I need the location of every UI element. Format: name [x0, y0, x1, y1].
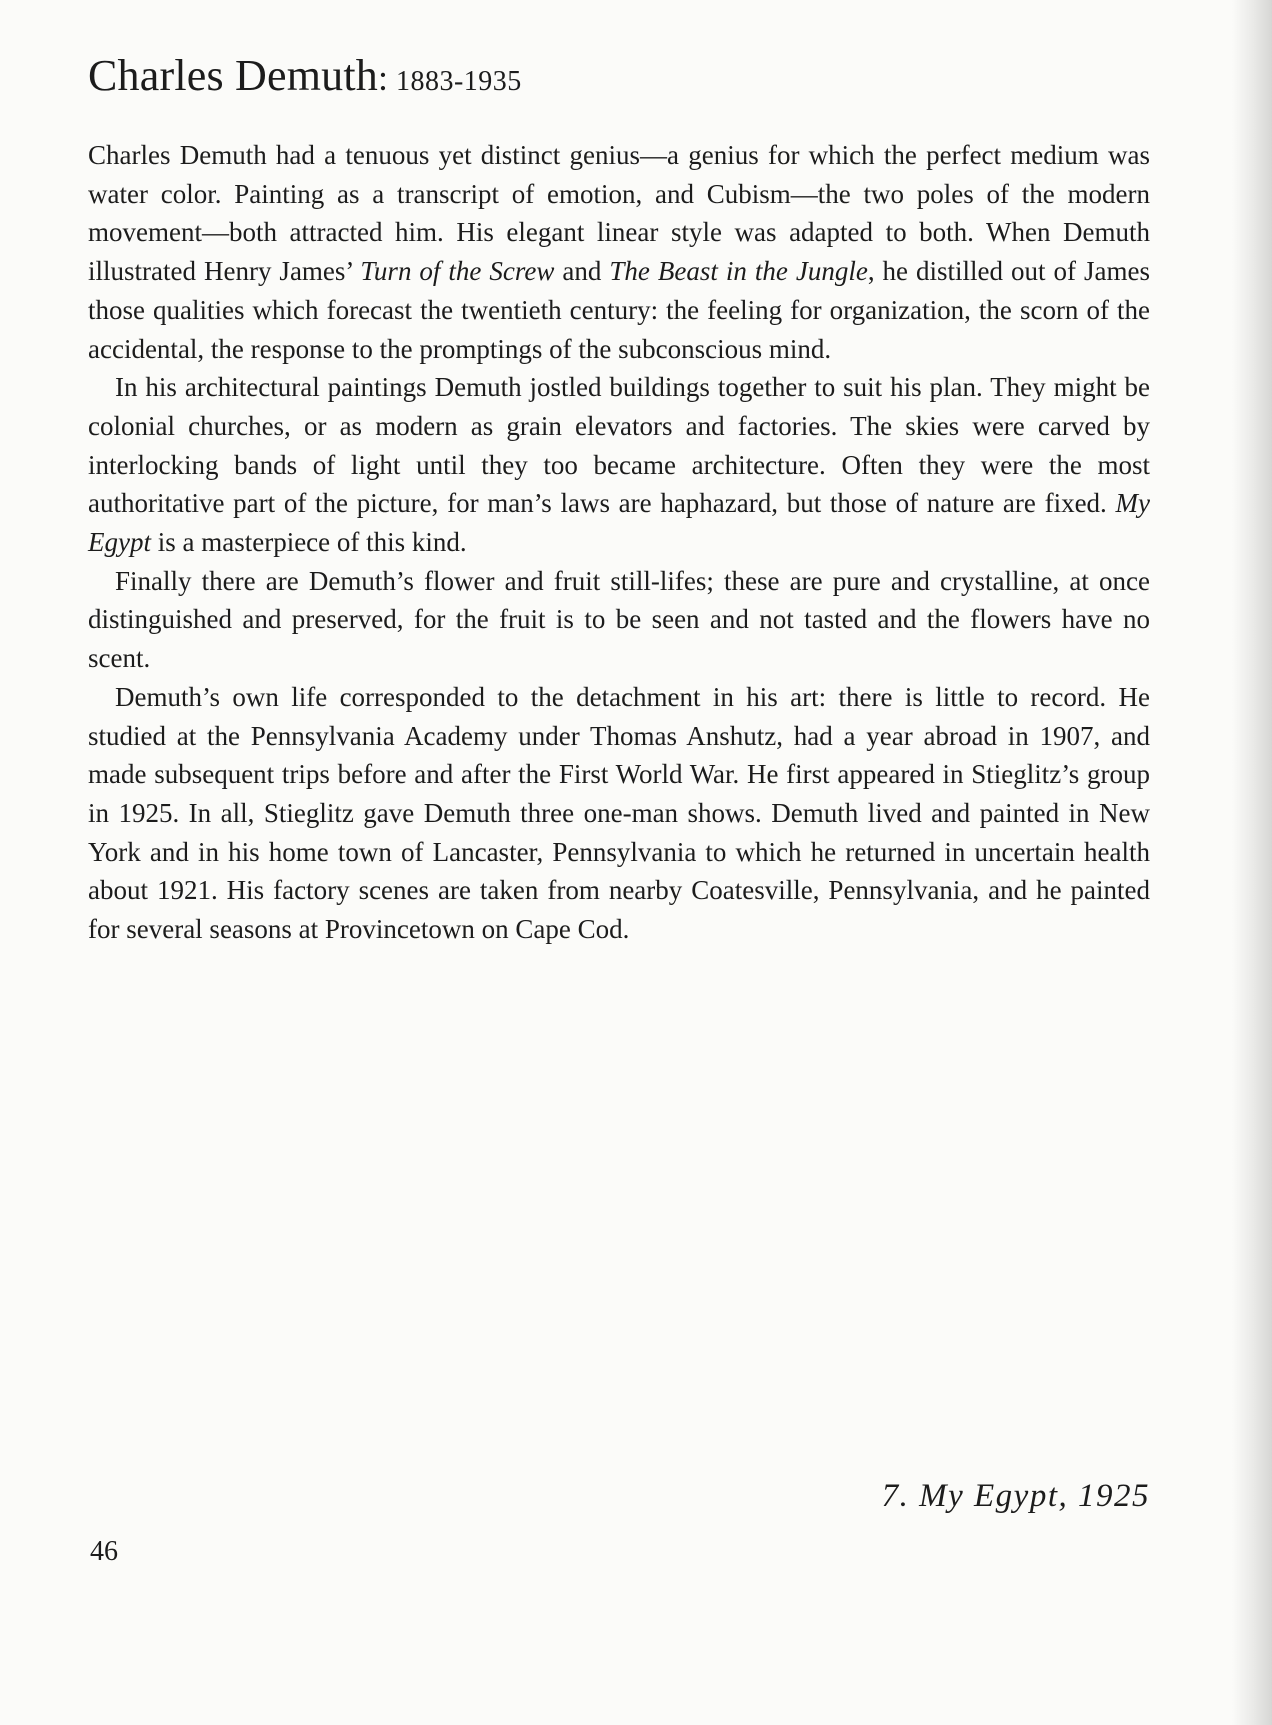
paragraph	[88, 136, 1150, 368]
artist-name: Charles Demuth	[88, 51, 378, 100]
italic-title-text: The Beast in the Jungle	[609, 256, 868, 287]
paragraph	[88, 368, 1150, 562]
paragraph-text: Demuth’s own life corresponded to the detachment in his art: there is little to record. He studied at the Pennsylvania Academy under Thomas Anshutz, had a year abroad in 1907, and made subsequent trips before and after the First World War. He first appeared in Stieglitz’s group in 1925. In all, Stieglitz gave Demuth three one-man shows. Demuth lived and painted in New York and in his home town of Lancaster, Pennsylvania to which he returned in uncertain health about 1921. His factory scenes are taken from nearby Coatesville, Pennsylvania, and he painted for several seasons at Provincetown on Cape Cod.	[88, 681, 1150, 945]
paragraph-text: Charles Demuth had a tenuous yet distinct genius—a genius for which the perfect medium was water color. Painting as a transcript of emotion, and Cubism—the two poles of the modern movement—both attracted him. His elegant linear style was adapted to both. When Demuth illustrated Henry James’	[88, 140, 1150, 287]
italic-title-text: Turn of the Screw	[360, 256, 555, 287]
paragraph	[88, 678, 1150, 949]
page-number: 46	[90, 1536, 118, 1567]
italic-title-text: My Egypt	[88, 488, 1150, 558]
title-separator: :	[377, 58, 388, 98]
plate-caption: 7. My Egypt, 1925	[881, 1478, 1150, 1514]
artist-dates: 1883-1935	[395, 66, 522, 97]
paragraph-text: In his architectural paintings Demuth jostled buildings together to suit his plan. They might be colonial churches, or as modern as grain elevators and factories. The skies were carved by interlocking bands of light until they too became architecture. Often they were the most authoritative part of the picture, for man’s laws are haphazard, but those of nature are fixed.	[88, 372, 1150, 519]
paragraph-text: , he distilled out of James those qualities which forecast the twentieth century: the feeling for organization, the scorn of the accidental, the response to the promptings of the subconscious mind.	[88, 256, 1150, 364]
paragraph-text: Finally there are Demuth’s flower and fruit still-lifes; these are pure and crystalline, at once distinguished and preserved, for the fruit is to be seen and not tasted and the flowers have no scent.	[88, 565, 1150, 674]
paragraph-text: is a masterpiece of this kind.	[150, 527, 467, 558]
page-title	[88, 50, 522, 101]
paragraph-text: and	[554, 256, 610, 287]
page-gutter-shadow	[1232, 0, 1272, 1725]
paragraph	[88, 562, 1150, 678]
biography-text	[88, 136, 1150, 949]
